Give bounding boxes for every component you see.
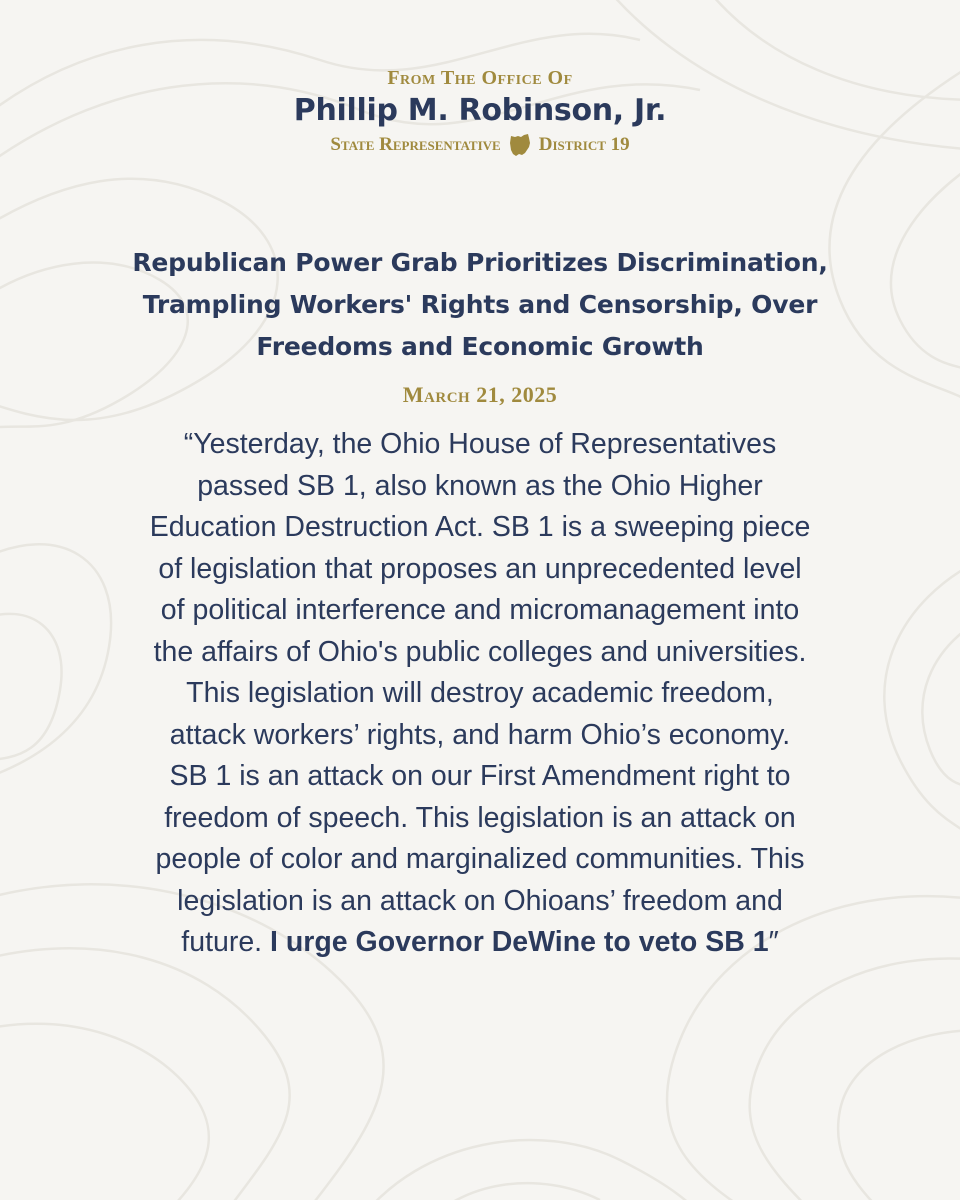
ohio-state-icon [509, 133, 531, 157]
statement-closing-start: future. [181, 926, 263, 958]
statement-line: people of color and marginalized communities. This [155, 843, 805, 875]
headline-line: Trampling Workers' Rights and Censorship, Over [142, 290, 818, 319]
release-date: March 21, 2025 [402, 382, 558, 407]
headline-line: Freedoms and Economic Growth [256, 332, 704, 361]
headline-line: Republican Power Grab Prioritizes Discrimination, [132, 248, 828, 277]
statement-closing-line [80, 922, 880, 964]
statement-line: freedom of speech. This legislation is an attack on [164, 801, 796, 834]
statement-line: the affairs of Ohio's public colleges and universities. [153, 635, 807, 668]
statement-line: of political interference and micromanagement into [160, 594, 800, 626]
letterhead [0, 64, 960, 160]
statement-line: legislation is an attack on Ohioans’ freedom and [177, 884, 783, 917]
headline [60, 242, 900, 368]
representative-title-line [0, 130, 960, 160]
closing-quote: ″ [768, 926, 779, 958]
district-label: District 19 [538, 134, 630, 155]
from-office-label: From The Office Of [387, 67, 573, 89]
statement-line: SB 1 is an attack on our First Amendment right to [169, 760, 791, 792]
statement-line: of legislation that proposes an unprecedented level [158, 552, 802, 585]
call-to-action: I urge Governor DeWine to veto SB 1 [270, 926, 769, 958]
representative-title: State Representative [330, 134, 501, 155]
representative-name: Phillip M. Robinson, Jr. [293, 93, 667, 128]
statement-line: Education Destruction Act. SB 1 is a sweeping piece [149, 511, 811, 543]
statement-body [80, 424, 880, 964]
statement-line: This legislation will destroy academic freedom, [186, 677, 774, 709]
statement-line: attack workers’ rights, and harm Ohio’s economy. [169, 718, 791, 751]
statement-line: “Yesterday, the Ohio House of Representatives [183, 428, 777, 460]
statement-line: passed SB 1, also known as the Ohio Higher [197, 469, 763, 502]
